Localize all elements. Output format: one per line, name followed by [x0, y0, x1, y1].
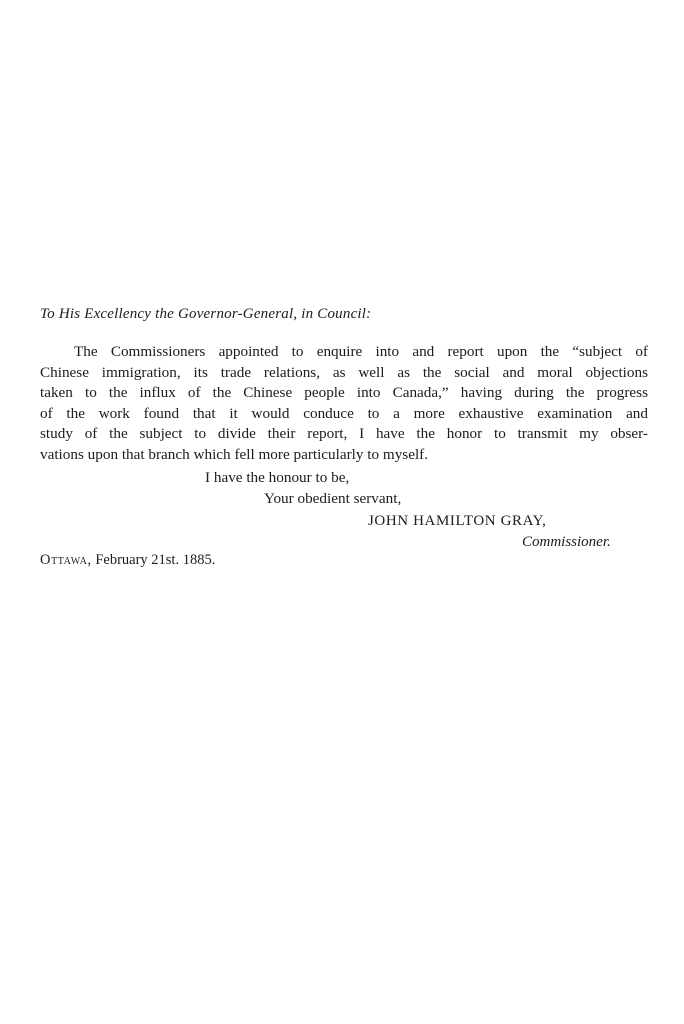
salutation: To His Excellency the Governor-General, in Council: [40, 306, 372, 322]
body-line: The Commissioners appointed to enquire into and report upon the “subject of [74, 343, 648, 360]
body-line: taken to the influx of the Chinese people into Canada,” having during the progress [40, 384, 648, 402]
body-line: of the work found that it would conduce to a more exhaustive examination and [40, 404, 648, 422]
closing-line: I have the honour to be, [205, 469, 350, 486]
signatory-name: JOHN HAMILTON GRAY, [368, 513, 547, 529]
date: February 21st. 1885. [95, 552, 216, 568]
place-date [40, 552, 215, 569]
body-line: study of the subject to divide their report, I have the honor to transmit my obser- [40, 425, 648, 443]
signatory-title: Commissioner. [522, 534, 611, 550]
body-line: vations upon that branch which fell more particularly to myself. [40, 445, 429, 463]
letter-body [40, 342, 648, 466]
body-line: Chinese immigration, its trade relations, as well as the social and moral objections [40, 363, 648, 381]
closing-line: Your obedient servant, [264, 490, 402, 507]
place: Ottawa, [40, 552, 92, 568]
